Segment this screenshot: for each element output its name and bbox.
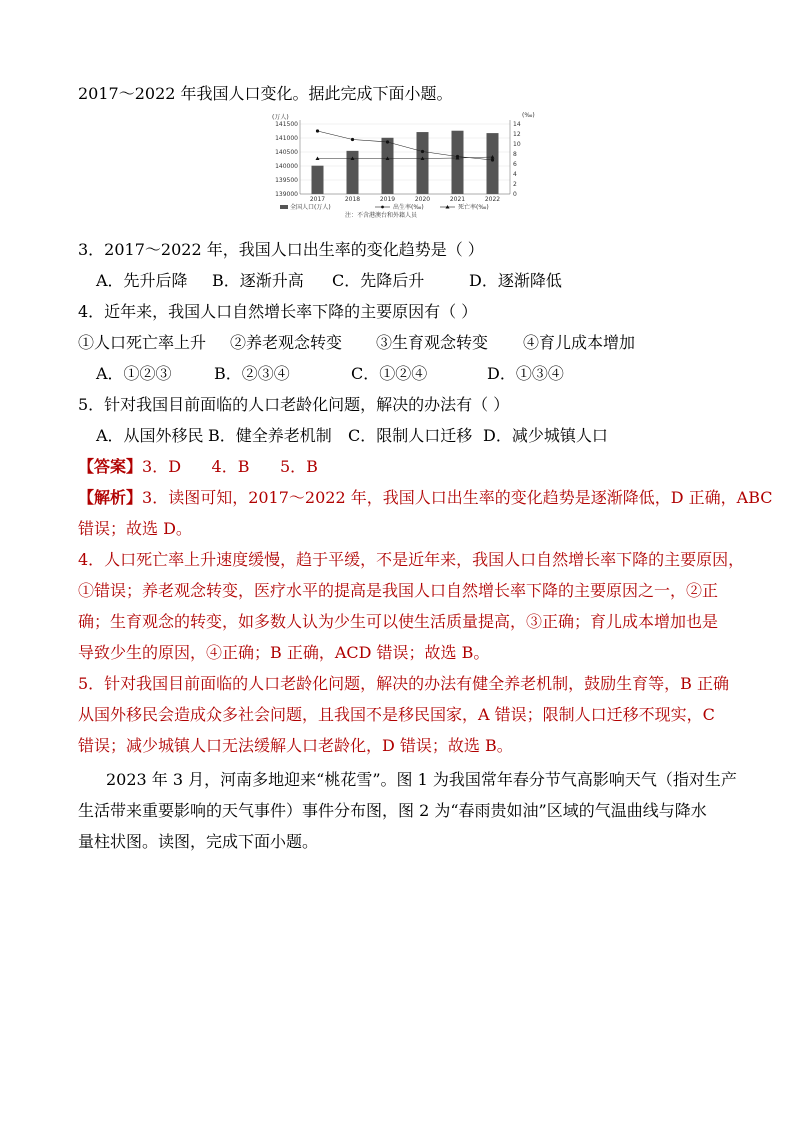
q3-option-d: D．逐渐降低 — [469, 271, 562, 290]
question-4-stem: 4．近年来，我国人口自然增长率下降的主要原因有（ ） — [78, 302, 478, 321]
bar-population — [452, 131, 464, 194]
analysis-line-9: 错误；减少城镇人口无法缓解人口老龄化，D 错误；故选 B。 — [78, 736, 513, 755]
question-5-options — [96, 426, 608, 446]
question-3-options — [96, 271, 562, 291]
x-tick-label: 2017 — [309, 196, 326, 203]
birth-rate-point — [351, 138, 354, 141]
analysis-line-4: ①错误；养老观念转变，医疗水平的提高是我国人口自然增长率下降的主要原因之一，②正 — [78, 581, 719, 600]
question-5-stem: 5．针对我国目前面临的人口老龄化问题，解决的办法有（ ） — [78, 395, 510, 414]
legend-bar-swatch — [280, 205, 288, 209]
analysis-line-5: 确；生育观念的转变，如多数人认为少生可以使生活质量提高，③正确；育儿成本增加也是 — [78, 612, 719, 631]
q5-option-b: B．健全养老机制 — [208, 426, 332, 445]
q3-option-a: A．先升后降 — [96, 271, 188, 290]
x-tick-label: 2021 — [449, 196, 466, 203]
q4-item-1: ①人口死亡率上升 — [78, 333, 207, 352]
right-tick-label: 14 — [513, 121, 521, 128]
answer-text: 3．D 4．B 5．B — [142, 457, 318, 476]
intro-text-2-line-1: 2023 年 3 月，河南多地迎来“桃花雪”。图 1 为我国常年春分节气高影响天气（指对生产 — [106, 770, 737, 789]
q4-item-4: ④育儿成本增加 — [523, 333, 636, 352]
right-tick-label: 10 — [513, 141, 521, 148]
analysis-line-6: 导致少生的原因，④正确；B 正确，ACD 错误；故选 B。 — [78, 643, 490, 662]
x-tick-label: 2022 — [484, 196, 501, 203]
answer-label: 【答案】 — [78, 457, 143, 476]
q4-item-3: ③生育观念转变 — [376, 333, 489, 352]
legend-death-rate: 死亡率(‰) — [458, 204, 489, 211]
question-3-stem: 3．2017～2022 年，我国人口出生率的变化趋势是（ ） — [78, 240, 484, 259]
bar-population — [417, 132, 429, 194]
right-tick-label: 8 — [513, 151, 517, 158]
left-tick-label: 141500 — [275, 121, 298, 128]
q4-option-a: A．①②③ — [96, 364, 172, 383]
bar-population — [382, 138, 394, 194]
right-tick-label: 6 — [513, 161, 517, 168]
intro-text-2-line-3: 量柱状图。读图，完成下面小题。 — [78, 832, 319, 851]
question-4-items — [78, 333, 635, 353]
x-tick-label: 2020 — [414, 196, 431, 203]
birth-rate-line — [318, 131, 493, 160]
question-4-options — [96, 364, 564, 384]
q4-option-c: C．①②④ — [351, 364, 428, 383]
left-tick-label: 141000 — [275, 135, 298, 142]
q3-option-c: C．先降后升 — [332, 271, 425, 290]
analysis-line-2: 错误；故选 D。 — [78, 519, 192, 538]
analysis-text-1: 3．读图可知，2017～2022 年，我国人口出生率的变化趋势是逐渐降低，D 正确，ABC — [142, 488, 773, 507]
q4-item-2: ②养老观念转变 — [230, 333, 343, 352]
legend-birth-rate: 出生率(‰) — [393, 204, 424, 211]
q4-option-b: B．②③④ — [214, 364, 290, 383]
q5-option-c: C．限制人口迁移 — [348, 426, 473, 445]
legend-birth-marker — [381, 206, 384, 209]
analysis-label: 【解析】 — [78, 488, 143, 507]
right-tick-label: 4 — [513, 171, 517, 178]
birth-rate-point — [421, 150, 424, 153]
analysis-line-1 — [78, 488, 773, 508]
left-tick-label: 139500 — [275, 177, 298, 184]
right-tick-label: 0 — [513, 191, 517, 198]
birth-rate-point — [386, 140, 389, 143]
x-tick-label: 2018 — [344, 196, 361, 203]
analysis-line-7: 5．针对我国目前面临的人口老龄化问题，解决的办法有健全养老机制，鼓励生育等，B 正确 — [78, 674, 730, 693]
chart-note: 注：不含港澳台和外籍人员 — [345, 212, 418, 219]
answer-line — [78, 457, 318, 477]
analysis-line-3: 4．人口死亡率上升速度缓慢，趋于平缓，不是近年来，我国人口自然增长率下降的主要原因， — [78, 550, 745, 569]
q3-option-b: B．逐渐升高 — [212, 271, 304, 290]
population-chart — [270, 110, 540, 235]
birth-rate-point — [316, 129, 319, 132]
chart-unit-label: (万人) — [272, 114, 289, 121]
analysis-line-8: 从国外移民会造成众多社会问题，且我国不是移民国家，A 错误；限制人口迁移不现实，C — [78, 705, 715, 724]
q5-option-a: A．从国外移民 — [96, 426, 204, 445]
left-tick-label: 140500 — [275, 149, 298, 156]
legend-population: 全国人口(万人) — [290, 204, 331, 211]
q5-option-d: D．减少城镇人口 — [483, 426, 608, 445]
x-tick-label: 2019 — [379, 196, 396, 203]
intro-text-1: 2017～2022 年我国人口变化。据此完成下面小题。 — [78, 84, 453, 103]
intro-text-2-line-2: 生活带来重要影响的天气事件）事件分布图，图 2 为“春雨贵如油”区域的气温曲线与降水 — [78, 801, 707, 820]
left-tick-label: 139000 — [275, 191, 298, 198]
right-tick-label: 2 — [513, 181, 517, 188]
right-unit-label: (‰) — [522, 112, 535, 119]
bar-population — [487, 133, 499, 194]
bar-population — [312, 166, 324, 194]
birth-rate-point — [491, 158, 494, 161]
right-tick-label: 12 — [513, 131, 521, 138]
q4-option-d: D．①③④ — [487, 364, 564, 383]
left-tick-label: 140000 — [275, 163, 298, 170]
